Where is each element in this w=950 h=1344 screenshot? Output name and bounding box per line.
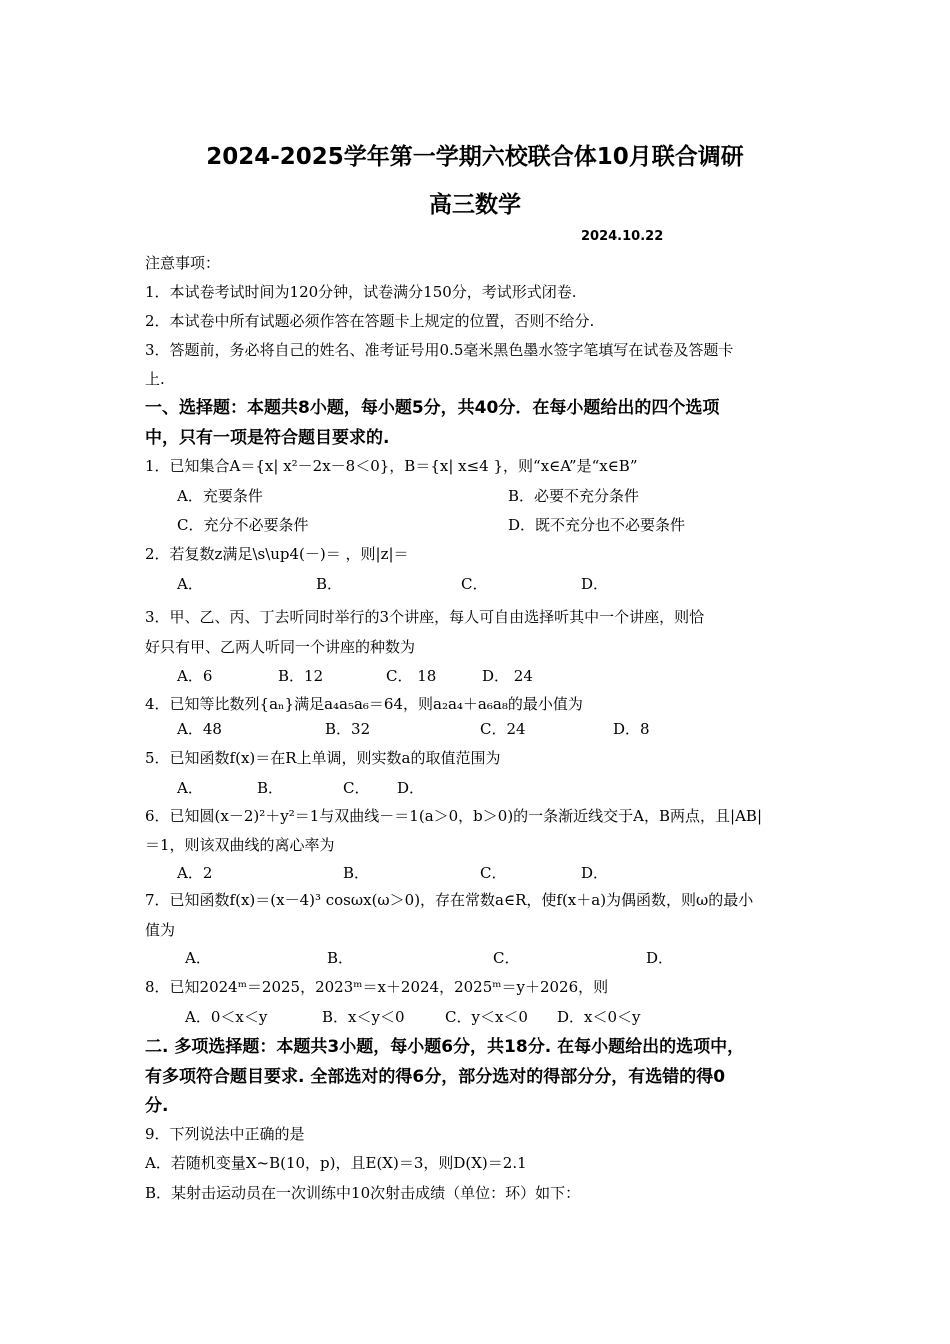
- notice-item-3-cont: 上.: [145, 370, 165, 388]
- q2-option-a: A．: [177, 575, 203, 593]
- section1-heading-line2: 中，只有一项是符合题目要求的.: [145, 428, 390, 448]
- q6-option-c: C．: [480, 864, 507, 882]
- q6-stem-line1: 6．已知圆(x－2)²＋y²＝1与双曲线－＝1(a＞0，b＞0)的一条渐近线交于A，B两点，且|AB|: [145, 807, 762, 825]
- notice-item-1: 1．本试卷考试时间为120分钟，试卷满分150分，考试形式闭卷.: [145, 283, 577, 301]
- q1-option-d: D．既不充分也不必要条件: [508, 516, 686, 534]
- q2-option-b: B．: [316, 575, 343, 593]
- section2-heading-line2: 有多项符合题目要求. 全部选对的得6分，部分选对的得部分分，有选错的得0: [145, 1067, 726, 1087]
- q5-option-a: A．: [177, 779, 203, 797]
- q7-option-c: C．: [493, 949, 520, 967]
- q7-stem-line2: 值为: [145, 921, 176, 939]
- q1-option-c: C．充分不必要条件: [177, 516, 309, 534]
- q4-option-d: D．8: [613, 720, 650, 738]
- q8-option-d: D．x＜0＜y: [557, 1008, 641, 1026]
- exam-title: 2024-2025学年第一学期六校联合体10月联合调研: [206, 144, 744, 170]
- q1-option-a: A．充要条件: [177, 487, 263, 505]
- q2-option-c: C．: [461, 575, 488, 593]
- q8-option-a: A．0＜x＜y: [185, 1008, 268, 1026]
- q5-option-b: B．: [257, 779, 284, 797]
- q8-option-b: B．x＜y＜0: [322, 1008, 405, 1026]
- notice-item-2: 2．本试卷中所有试题必须作答在答题卡上规定的位置，否则不给分.: [145, 312, 595, 330]
- q7-stem-line1: 7．已知函数f(x)＝(x－4)³ cosωx(ω＞0)，存在常数a∈R，使f(x＋a)为偶函数，则ω的最小: [145, 891, 754, 909]
- q3-option-c: C． 18: [386, 667, 437, 685]
- q4-stem: 4．已知等比数列{aₙ}满足a₄a₅a₆＝64，则a₂a₄＋a₆a₈的最小值为: [145, 695, 583, 713]
- q9-option-a: A．若随机变量X~B(10，p)，且E(X)＝3，则D(X)＝2.1: [145, 1154, 527, 1172]
- q1-stem: 1．已知集合A＝{x| x²－2x－8＜0}，B＝{x| x≤4 }，则“x∈A”是“x∈B”: [145, 457, 638, 475]
- q5-stem: 5．已知函数f(x)＝在R上单调，则实数a的取值范围为: [145, 749, 501, 767]
- q3-option-d: D． 24: [482, 667, 533, 685]
- q2-option-d: D．: [581, 575, 609, 593]
- q9-stem: 9．下列说法中正确的是: [145, 1125, 305, 1143]
- q9-option-b: B．某射击运动员在一次训练中10次射击成绩（单位：环）如下：: [145, 1184, 581, 1202]
- exam-date: 2024.10.22: [581, 229, 664, 244]
- section1-heading-line1: 一、选择题：本题共8小题，每小题5分，共40分．在每小题给出的四个选项: [145, 398, 720, 418]
- q8-stem: 8．已知2024ᵐ＝2025，2023ᵐ＝x＋2024，2025ᵐ＝y＋2026，则: [145, 978, 609, 996]
- q4-option-c: C．24: [480, 720, 526, 738]
- q5-option-d: D．: [397, 779, 425, 797]
- q7-option-a: A．: [185, 949, 211, 967]
- q6-option-d: D．: [581, 864, 609, 882]
- q3-option-a: A．6: [177, 667, 213, 685]
- q3-stem-line2: 好只有甲、乙两人听同一个讲座的种数为: [145, 638, 416, 656]
- q6-stem-line2: ＝1，则该双曲线的离心率为: [145, 836, 335, 854]
- q7-option-b: B．: [327, 949, 354, 967]
- q1-option-b: B．必要不充分条件: [508, 487, 640, 505]
- q4-option-a: A．48: [177, 720, 222, 738]
- q2-stem: 2．若复数z满足\s\up4(－)＝ ，则|z|＝: [145, 545, 409, 563]
- notice-heading: 注意事项：: [145, 254, 221, 272]
- notice-item-3: 3．答题前，务必将自己的姓名、准考证号用0.5毫米黑色墨水签字笔填写在试卷及答题卡: [145, 341, 734, 359]
- q7-option-d: D．: [646, 949, 674, 967]
- q3-option-b: B．12: [278, 667, 324, 685]
- q4-option-b: B．32: [325, 720, 371, 738]
- section2-heading-line3: 分.: [145, 1096, 169, 1116]
- section2-heading-line1: 二. 多项选择题：本题共3小题，每小题6分，共18分. 在每小题给出的选项中，: [145, 1037, 745, 1057]
- exam-subtitle: 高三数学: [429, 192, 521, 218]
- q6-option-a: A．2: [177, 864, 213, 882]
- q3-stem-line1: 3．甲、乙、丙、丁去听同时举行的3个讲座，每人可自由选择听其中一个讲座，则恰: [145, 608, 705, 626]
- q8-option-c: C．y＜x＜0: [445, 1008, 528, 1026]
- q5-option-c: C．: [343, 779, 370, 797]
- q6-option-b: B．: [343, 864, 370, 882]
